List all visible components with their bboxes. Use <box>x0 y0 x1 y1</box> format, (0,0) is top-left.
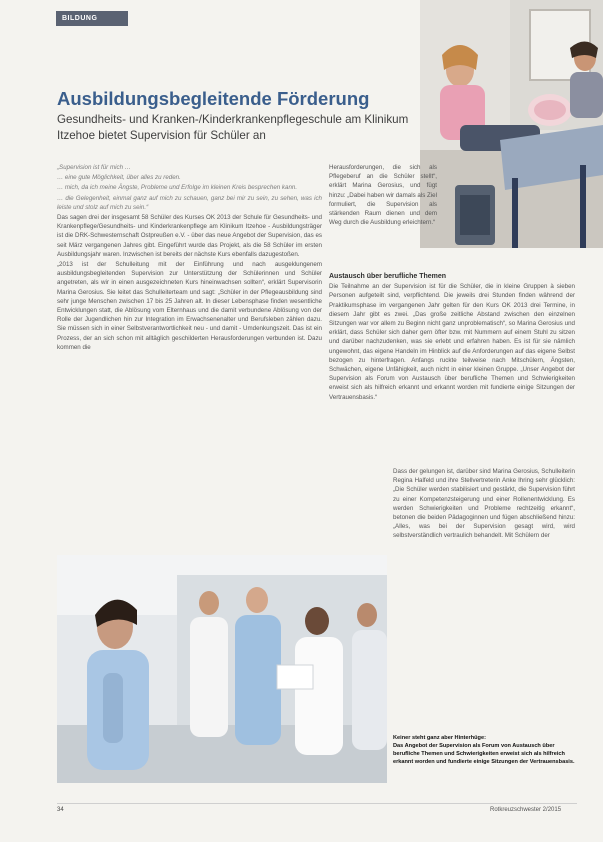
quote-line: … die Gelegenheit, einmal ganz auf mich zu schauen, ganz bei mir zu sein, zu sehen, was ich leiste und stolz auf mich zu sein.“ <box>57 194 322 211</box>
body-column-right <box>329 272 575 403</box>
photo-caption <box>393 734 577 766</box>
footer-rule <box>57 803 577 804</box>
footer-magazine-name: Rotkreuzschwester 2/2015 <box>490 807 562 813</box>
body-column-left <box>57 163 322 353</box>
body-paragraph: Die Teilnahme an der Supervision ist für die Schüler, die in kleine Gruppen à sieben Personen aufgeteilt sind, verpflichtend. Die jeweils drei Stunden finden während der Praktikumsphase im vergangenen Jahr gelten für den Kurs OK 2013 drei Termine, in diesem Jahr gibt es zwei. „Das große zeitliche Abstand zwischen den einzelnen Sitzungen war vor allem zu Beginn nicht ganz unproblematisch“, so Marina Gerosius und erklärt, dass Schüler sich daher gern öfter bzw. mit Nummern auf einem Stuhl zu sitzen und darüber nachzudenken, was sie erlebt und erfahren haben. Es ist für sie nämlich ungewohnt, das eigene Handeln im Hinblick auf die Anforderungen auf das eigene Selbst bezogen zu hinterfragen. Anfangs ruckte teilweise nach Mitschülern, Ängsten, Schwächen, eigene Unfähigkeit, auch nicht in einer kleinen Gruppe. „Unser Angebot der Supervision als Forum von Austausch über berufliche Themen und Schwierigkeiten erweist sich als hilfreich erkannt und erkannt worden mit fundierte einige Sitzungen der Vertrauensbasis.“ <box>329 283 575 401</box>
section-tag: BILDUNG <box>56 11 128 26</box>
quote-line: … mich, da ich meine Ängste, Probleme und Erfolge im kleinen Kreis besprechen kann. <box>57 184 298 192</box>
article-headline: Ausbildungsbegleitende Förderung <box>57 88 370 109</box>
section-heading: Austausch über berufliche Themen <box>329 273 447 280</box>
body-column-right-top <box>329 163 437 228</box>
body-paragraph: Herausforderungen, die sich als Pflegeberuf an die Schüler stellt“, erklärt Marina Gerosius, und fügt hinzu: „Dabei haben wir damals als Ziel formuliert, die Supervision als stärkenden Raum dienen und dem Weg durch die Ausbildung erleichtern.“ <box>329 164 437 227</box>
body-paragraph: Das sagen drei der insgesamt 58 Schüler des Kurses OK 2013 der Schule für Gesundheits- und Krankenpflege/Gesundheits- und Kinderkrankenpflege am Klinikum Itzehoe - Ausbildungsträger ist die DRK-Schwesternschaft Ostpreußen e.V. - über das neue Angebot der Supervision, das es seit März vergangenen Jahres gibt. Eingeführt wurde das Projekt, als die 58 Schüler im ersten Ausbildungsjahr waren. Inzwischen ist bereits der nächste Kurs ebenfalls dazugestoßen. <box>57 214 322 258</box>
body-paragraph: Dass der gelungen ist, darüber sind Marina Gerosius, Schulleiterin Regina Halfeld und ihre Stellvertreterin Anke Ihring sehr glücklich: „Die Schüler werden stabilisiert und gestärkt, die Supervision führt zu einer Kompetenzsteigerung und einer Rollenentwicklung. Es werden Schwierigkeiten und Probleme rechtzeitig erkannt“, betonen die beiden Pädagoginnen und fügen abschließend hinzu: „Alles, was bei der Supervision gesagt wird, wird selbstverständlich vertraulich behandelt. Mit Schülern der <box>393 468 575 540</box>
classroom-illustration <box>420 0 603 248</box>
classroom-photo <box>420 0 603 248</box>
hospital-illustration <box>57 555 387 783</box>
article-subhead: Gesundheits- und Kranken-/Kinderkrankenpflegeschule am Klinikum Itzehoe bietet Supervision für Schüler an <box>57 113 409 142</box>
caption-title: Keiner steht ganz aber Hinterhüge: <box>393 735 486 741</box>
caption-text: Das Angebot der Supervision als Forum von Austausch über berufliche Themen und Schwierigkeiten erweist sich als hilfreich erkannt worden und fundierte einige Sitzungen der Vertrauensbasis. <box>393 743 575 765</box>
hospital-photo <box>57 555 387 783</box>
quote-line: … eine gute Möglichkeit, über alles zu reden. <box>57 174 181 182</box>
page-number: 34 <box>57 807 64 813</box>
body-column-right-lower <box>393 467 575 542</box>
body-paragraph: „2013 ist der Schulleitung mit der Einführung und nach ausgeklungenem ausbildungsbegleitenden Supervision zur Unterstützung der Schülerinnen und Schüler angetreten, als wir in einen ausgezeichneten Kurs hineinwachsen sollten“, erklärt Supervisorin Marina Gerosius. Sie leitet das Schulleiterteam und sagt: „Schüler in der Pflegeausbildung sind sehr junge Menschen zwischen 17 bis 25 Jahren alt. In dieser Lebensphase finden wesentliche Entwicklungen statt, die Ablösung vom Elternhaus und die damit verbundene Ablösung von der Rolle der Jugendlichen hin zur Integration im Erwachsenenalter und Berufsleben zählen dazu. Sie müssen sich in einer Selbstverantwortlichkeit neu - und damit - Umdenkungszeit. Das ist ein Prozess, der an sich schon mit alltäglich geschilderten Herausforderungen verbunden ist. Dazu kommen die <box>57 261 322 351</box>
quote-line: „Supervision ist für mich … <box>57 164 131 171</box>
